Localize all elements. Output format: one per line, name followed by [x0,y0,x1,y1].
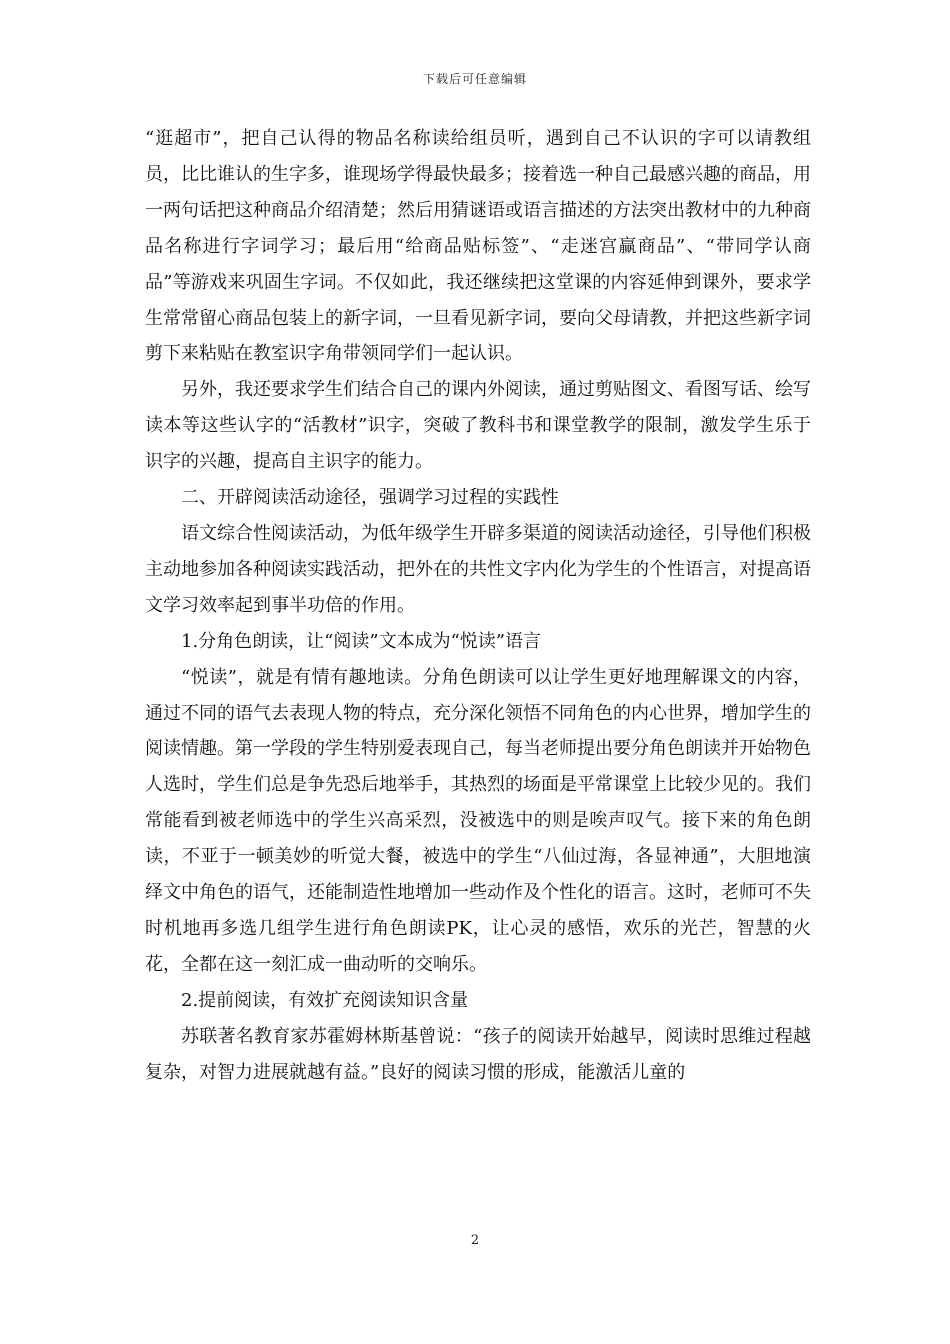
paragraph-reading-activities: 语文综合性阅读活动，为低年级学生开辟多渠道的阅读活动途径，引导他们积极主动地参加各种阅读实践活动，把外在的共性文字内化为学生的个性语言，对提高语文学习效率起到事半功倍的作用。 [145,522,811,616]
page-number: 2 [470,1233,480,1248]
document-body [145,121,811,1090]
paragraph-supermarket: “逛超市”，把自己认得的物品名称读给组员听，遇到自己不认识的字可以请教组员，比比谁认的生字多，谁现场学得最快最多；接着选一种自己最感兴趣的商品，用一两句话把这种商品介绍清楚；然后用猜谜语或语言描述的方法突出教材中的九种商品名称进行字词学习；最后用“给商品贴标签”、“走迷宫赢商品”、“带同学认商品”等游戏来巩固生字词。不仅如此，我还继续把这堂课的内容延伸到课外，要求学生常常留心商品包装上的新字词，一旦看见新字词，要向父母请教，并把这些新字词剪下来粘贴在教室识字角带领同学们一起认识。 [145,128,811,365]
paragraph-early-reading: 苏联著名教育家苏霍姆林斯基曾说：“孩子的阅读开始越早，阅读时思维过程越复杂，对智力进展就越有益。”良好的阅读习惯的形成，能激活儿童的 [145,1025,811,1083]
subheading-early-reading: 2.提前阅读，有效扩充阅读知识含量 [181,989,469,1011]
subheading-role-reading: 1.分角色朗读，让“阅读”文本成为“悦读”语言 [181,630,541,652]
page-header-note: 下载后可任意编辑 [422,72,527,86]
section-heading-reading-activities: 二、开辟阅读活动途径，强调学习过程的实践性 [181,487,559,509]
paragraph-additional-methods: 另外，我还要求学生们结合自己的课内外阅读，通过剪贴图文、看图写话、绘写读本等这些认字的“活教材”识字，突破了教科书和课堂教学的限制，激发学生乐于识字的兴趣，提高自主识字的能力。 [145,379,811,473]
paragraph-role-reading: “悦读”，就是有情有趣地读。分角色朗读可以让学生更好地理解课文的内容，通过不同的语气去表现人物的特点，充分深化领悟不同角色的内心世界，增加学生的阅读情趣。第一学段的学生特别爱表现自己，每当老师提出要分角色朗读并开始物色人选时，学生们总是争先恐后地举手，其热烈的场面是平常课堂上比较少见的。我们常能看到被老师选中的学生兴高采烈，没被选中的则是唉声叹气。接下来的角色朗读，不亚于一顿美妙的听觉大餐，被选中的学生“八仙过海，各显神通”，大胆地演绎文中角色的语气，还能制造性地增加一些动作及个性化的语言。这时，老师可不失时机地再多选几组学生进行角色朗读PK，让心灵的感悟，欢乐的光芒，智慧的火花，全都在这一刻汇成一曲动听的交响乐。 [145,666,811,975]
